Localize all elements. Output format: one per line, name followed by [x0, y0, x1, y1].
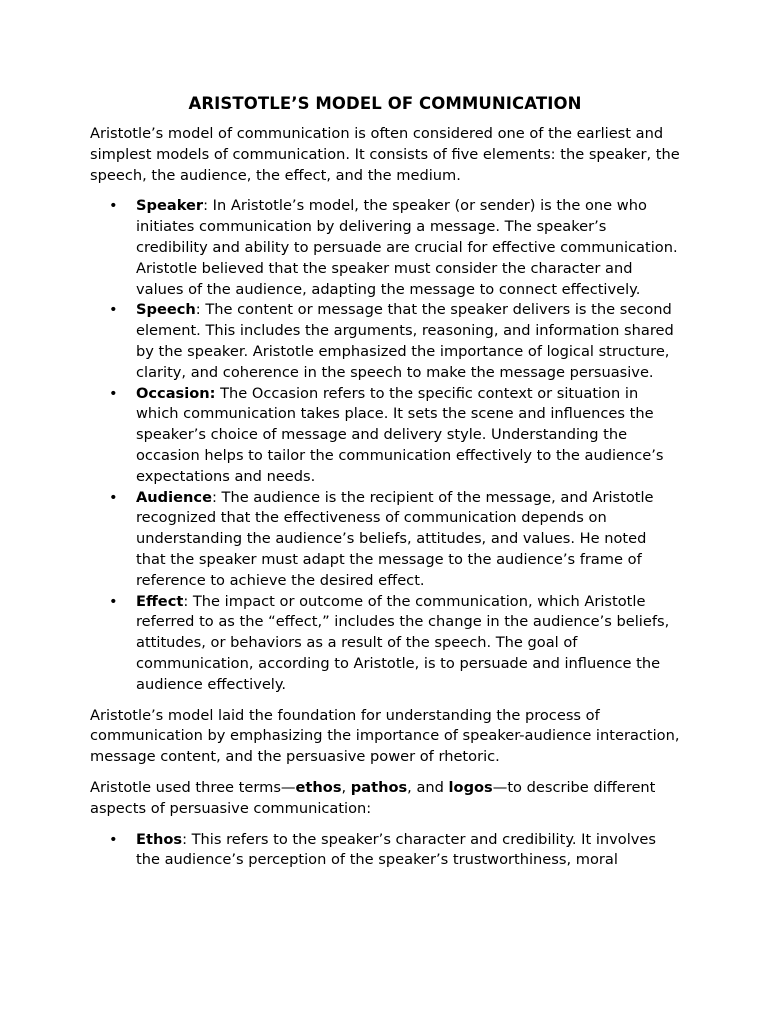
list-item — [90, 384, 680, 488]
terms-intro-paragraph: Aristotle used three terms—ethos, pathos, and logos—to describe different aspects of persuasive communication: — [90, 778, 656, 817]
pathos-term: pathos — [350, 778, 408, 796]
appeals-list — [90, 830, 680, 872]
logos-term: logos — [448, 778, 493, 796]
list-item: • Ethos: This refers to the speaker’s character and credibility. It involves the audience’s perception of the speaker’s trustworthiness, moral — [109, 830, 656, 869]
term-description: The impact or outcome of the communication, which Aristotle referred to as the “effect,” includes the change in the audience’s beliefs, attitudes, or behaviors as a result of the speech. The goal of communication, according to Aristotle, is to persuade and influence the audience effectively. — [136, 592, 670, 693]
bullet-icon: • — [109, 301, 118, 319]
term-label: Occasion: — [136, 384, 216, 402]
bullet-icon: • — [109, 592, 118, 610]
term-label: Speaker — [136, 197, 204, 215]
term-description: The audience is the recipient of the message, and Aristotle recognized that the effectiveness of communication depends on understanding the audience’s beliefs, attitudes, and values. He noted that the speaker must adapt the message to the audience’s frame of reference to achieve the desired effect. — [136, 488, 654, 589]
bullet-icon: • — [109, 384, 118, 402]
elements-list — [90, 196, 680, 695]
term-description: This refers to the speaker’s character and credibility. It involves the audience’s perception of the speaker’s trustworthiness, moral — [136, 830, 656, 869]
term-label: Effect — [136, 592, 184, 610]
term-label: Speech — [136, 301, 196, 319]
list-item: • Audience: The audience is the recipient of the message, and Aristotle recognized that the effectiveness of communication depends on understanding the audience’s beliefs, attitudes, and values. He noted that the speaker must adapt the message to the audience’s frame of reference to achieve the desired effect. — [109, 488, 654, 589]
document-page — [90, 93, 680, 881]
term-label: Audience — [136, 488, 212, 506]
summary-paragraph: Aristotle’s model laid the foundation for understanding the process of communication by emphasizing the importance of speaker-audience interaction, message content, and the persuasive power of rhetoric. — [90, 706, 680, 766]
term-description: The content or message that the speaker delivers is the second element. This includes the arguments, reasoning, and information shared by the speaker. Aristotle emphasized the importance of logical structure, clarity, and coherence in the speech to make the message persuasive. — [136, 301, 674, 381]
ethos-term: ethos — [295, 778, 342, 796]
bullet-icon: • — [109, 197, 118, 215]
list-item: • Speech: The content or message that the speaker delivers is the second element. This includes the arguments, reasoning, and information shared by the speaker. Aristotle emphasized the importance of logical structure, clarity, and coherence in the speech to make the message persuasive. — [109, 301, 674, 381]
page-title: ARISTOTLE’S MODEL OF COMMUNICATION — [188, 94, 582, 113]
bullet-icon: • — [109, 488, 118, 506]
term-label: Ethos — [136, 830, 183, 848]
bullet-icon: • — [109, 830, 118, 848]
term-description: The Occasion refers to the specific context or situation in which communication takes place. It sets the scene and influences the speaker’s choice of message and delivery style. Understanding the occasion helps to tailor the communication effectively to the audience’s expectations and needs. — [136, 384, 664, 485]
list-item: • Effect: The impact or outcome of the communication, which Aristotle referred to as the “effect,” includes the change in the audience’s beliefs, attitudes, or behaviors as a result of the speech. The goal of communication, according to Aristotle, is to persuade and influence the audience effectively. — [109, 592, 670, 693]
intro-paragraph: Aristotle’s model of communication is often considered one of the earliest and simplest models of communication. It consists of five elements: the speaker, the speech, the audience, the effect, and the medium. — [90, 125, 680, 184]
term-description: In Aristotle’s model, the speaker (or sender) is the one who initiates communication by delivering a message. The speaker’s credibility and ability to persuade are crucial for effective communication. Aristotle believed that the speaker must consider the character and values of the audience, adapting the message to connect effectively. — [136, 197, 678, 298]
list-item: • Speaker: In Aristotle’s model, the speaker (or sender) is the one who initiates communication by delivering a message. The speaker’s credibility and ability to persuade are crucial for effective communication. Aristotle believed that the speaker must consider the character and values of the audience, adapting the message to connect effectively. — [109, 197, 678, 298]
